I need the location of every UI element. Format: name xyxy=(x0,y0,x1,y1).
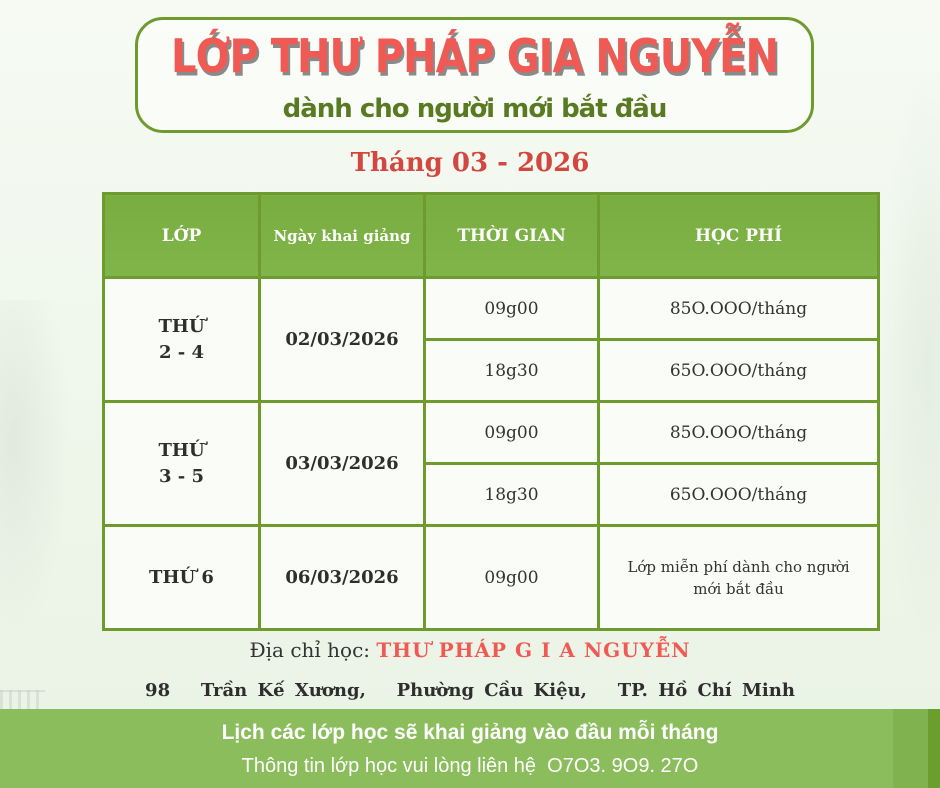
fee-cell: 85O.OOO/tháng xyxy=(599,402,879,464)
street-address: 98 Trần Kế Xương, Phường Cầu Kiệu, TP. Hồ Chí Minh xyxy=(145,680,795,701)
schedule-table xyxy=(102,192,880,631)
start-date-cell: 03/03/2026 xyxy=(260,402,425,526)
fee-note-cell: Lớp miễn phí dành cho người mới bắt đầu xyxy=(599,526,879,630)
table-row xyxy=(104,526,879,630)
class-cell xyxy=(104,278,260,402)
footer-banner xyxy=(0,709,940,788)
month-heading: Tháng 03 - 2026 xyxy=(350,148,590,178)
class-days: 3 - 5 xyxy=(158,465,205,487)
header-fee: HỌC PHÍ xyxy=(599,194,879,278)
background-tree-decoration xyxy=(0,300,70,640)
time-cell: 09g00 xyxy=(425,526,599,630)
address-label: Địa chỉ học: xyxy=(249,638,377,662)
time-cell: 09g00 xyxy=(425,278,599,340)
footer-contact: Thông tin lớp học vui lòng liên hệ O7O3. 9O9. 27O xyxy=(241,755,699,777)
address-line xyxy=(0,638,940,662)
page-subtitle: dành cho người mới bắt đầu xyxy=(282,94,667,124)
class-label: THỨ xyxy=(158,315,205,337)
footer-schedule-note: Lịch các lớp học sẽ khai giảng vào đầu mỗi tháng xyxy=(221,721,719,744)
class-cell xyxy=(104,402,260,526)
time-cell: 09g00 xyxy=(425,402,599,464)
address-brand: THƯ PHÁP G I A NGUYỄN xyxy=(376,638,691,662)
header-start-date: Ngày khai giảng xyxy=(260,194,425,278)
class-days: 2 - 4 xyxy=(158,341,205,363)
page-title: LỚP THƯ PHÁP GIA NGUYỄN xyxy=(171,30,778,84)
fee-cell: 85O.OOO/tháng xyxy=(599,278,879,340)
start-date-cell: 06/03/2026 xyxy=(260,526,425,630)
start-date-cell: 02/03/2026 xyxy=(260,278,425,402)
fee-cell: 65O.OOO/tháng xyxy=(599,340,879,402)
class-label: THỨ xyxy=(158,439,205,461)
fee-cell: 65O.OOO/tháng xyxy=(599,464,879,526)
table-header-row xyxy=(104,194,879,278)
title-banner xyxy=(135,17,814,133)
header-class: LỚP xyxy=(104,194,260,278)
time-cell: 18g30 xyxy=(425,464,599,526)
header-time: THỜI GIAN xyxy=(425,194,599,278)
time-cell: 18g30 xyxy=(425,340,599,402)
class-cell: THỨ 6 xyxy=(104,526,260,630)
table-row xyxy=(104,278,879,340)
table-row xyxy=(104,402,879,464)
